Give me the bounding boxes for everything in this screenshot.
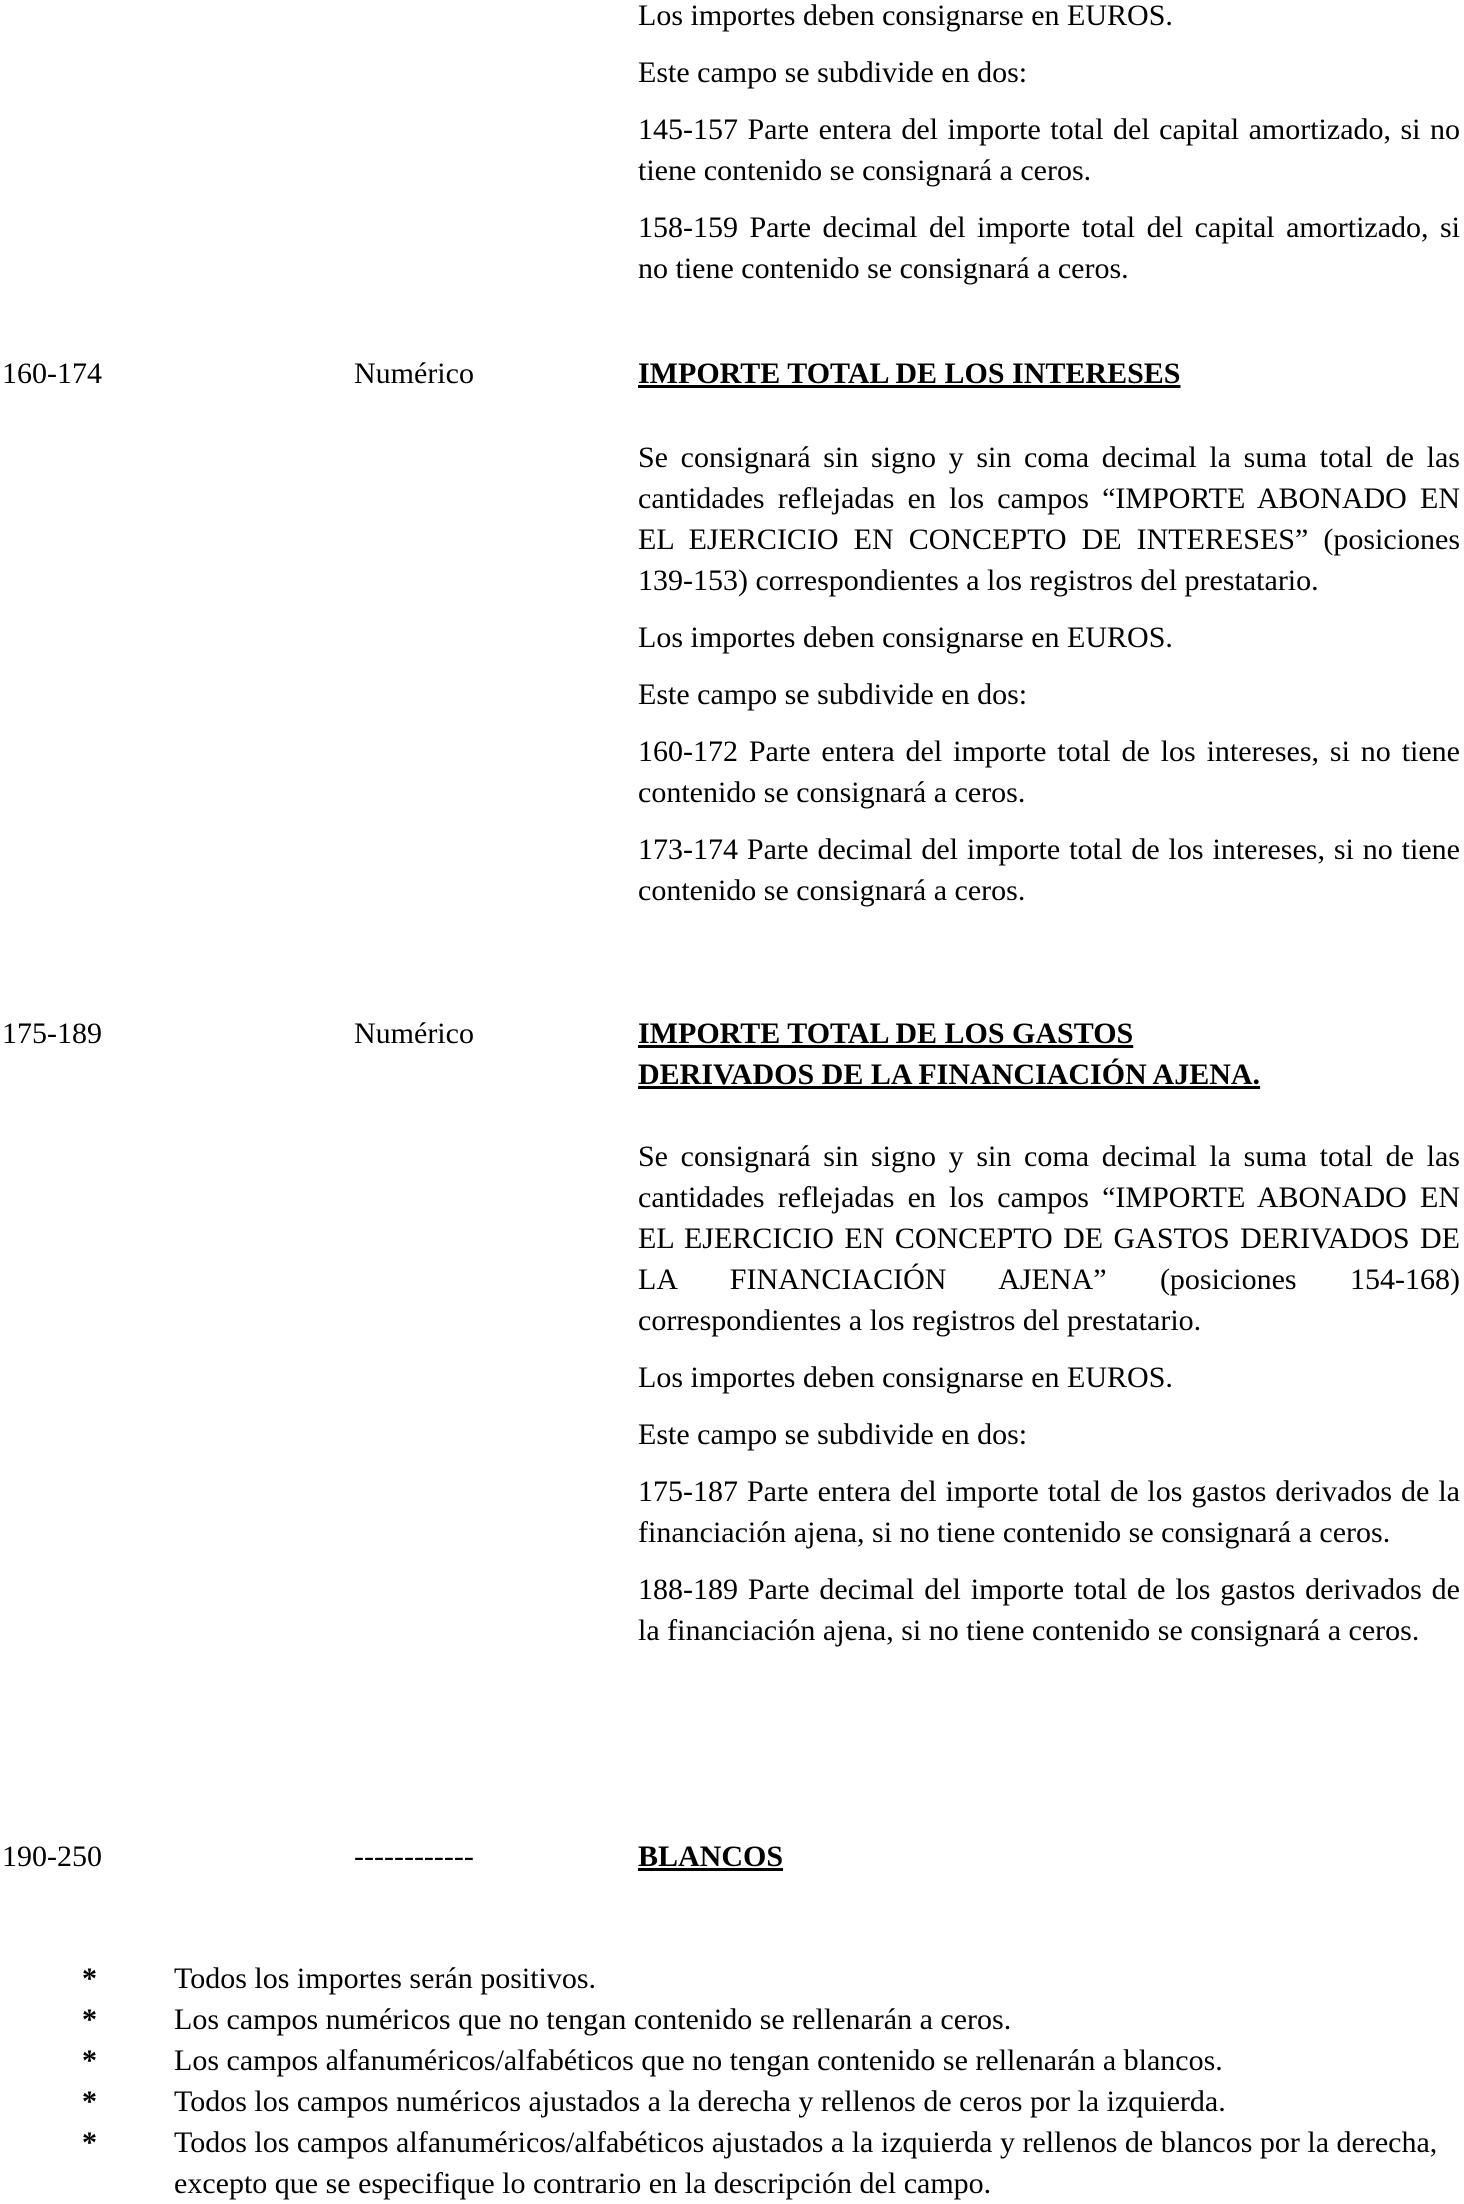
intro-paragraph: Este campo se subdivide en dos: [638,56,1028,89]
list-item [82,1958,1460,1999]
field-paragraph: 173-174 Parte decimal del importe total de los intereses, si no tiene contenido se consignará a ceros. [638,833,1460,907]
list-item [82,2040,1460,2081]
note-text: Todos los campos numéricos ajustados a la derecha y rellenos de ceros por la izquierda. [174,2085,1226,2118]
field-paragraph: Los importes deben consignarse en EUROS. [638,1361,1173,1394]
note-text: Los campos alfanuméricos/alfabéticos que no tengan contenido se rellenarán a blancos. [174,2044,1223,2077]
notes-list [82,1958,1460,2204]
intro-description [638,0,1460,305]
bullet-asterisk: * [82,2003,97,2036]
field-paragraph: 160-172 Parte entera del importe total de los intereses, si no tiene contenido se consignará a ceros. [638,735,1460,809]
field-paragraph: Este campo se subdivide en dos: [638,678,1028,711]
field-paragraph: 175-187 Parte entera del importe total de los gastos derivados de la financiación ajena, si no tiene contenido se consignará a ceros. [638,1475,1460,1549]
intro-paragraph: 145-157 Parte entera del importe total del capital amortizado, si no tiene contenido se consignará a ceros. [638,113,1460,187]
list-item [82,1999,1460,2040]
bullet-asterisk: * [82,2085,97,2118]
field-title-line-2: DERIVADOS DE LA FINANCIACIÓN AJENA. [638,1058,1261,1091]
field-description [638,1136,1460,1667]
bullet-asterisk: * [82,1962,97,1995]
intro-paragraph: Los importes deben consignarse en EUROS. [638,0,1173,32]
field-description [638,437,1460,927]
field-type: ------------ [354,1840,474,1873]
field-type: Numérico [354,1017,474,1050]
list-item [82,2081,1460,2122]
field-position: 175-189 [2,1017,102,1050]
field-paragraph: Este campo se subdivide en dos: [638,1418,1028,1451]
note-text: Todos los campos alfanuméricos/alfabéticos ajustados a la izquierda y rellenos de blancos por la derecha, excepto que se especifique lo contrario en la descripción del campo. [174,2126,1438,2200]
field-paragraph: Se consignará sin signo y sin coma decimal la suma total de las cantidades reflejadas en los campos “IMPORTE ABONADO EN EL EJERCICIO EN CONCEPTO DE INTERESES” (posiciones 139-153) correspondientes a los registros del prestatario. [638,441,1460,597]
intro-paragraph: 158-159 Parte decimal del importe total del capital amortizado, si no tiene contenido se consignará a ceros. [638,211,1460,285]
field-paragraph: 188-189 Parte decimal del importe total de los gastos derivados de la financiación ajena, si no tiene contenido se consignará a ceros. [638,1573,1460,1647]
field-title: BLANCOS [638,1840,784,1873]
bullet-asterisk: * [82,2044,97,2077]
field-position: 160-174 [2,357,102,390]
list-item [82,2122,1460,2204]
bullet-asterisk: * [82,2126,97,2159]
field-position: 190-250 [2,1840,102,1873]
note-text: Los campos numéricos que no tengan contenido se rellenarán a ceros. [174,2003,1012,2036]
field-title: IMPORTE TOTAL DE LOS INTERESES [638,357,1181,390]
note-text: Todos los importes serán positivos. [174,1962,597,1995]
field-type: Numérico [354,357,474,390]
field-paragraph: Los importes deben consignarse en EUROS. [638,621,1173,654]
field-paragraph: Se consignará sin signo y sin coma decimal la suma total de las cantidades reflejadas en los campos “IMPORTE ABONADO EN EL EJERCICIO EN CONCEPTO DE GASTOS DERIVADOS DE LA FINANCIACIÓN AJENA” (posiciones 154-168) correspondientes a los registros del prestatario. [638,1140,1460,1337]
field-title-line-1: IMPORTE TOTAL DE LOS GASTOS [638,1017,1134,1050]
